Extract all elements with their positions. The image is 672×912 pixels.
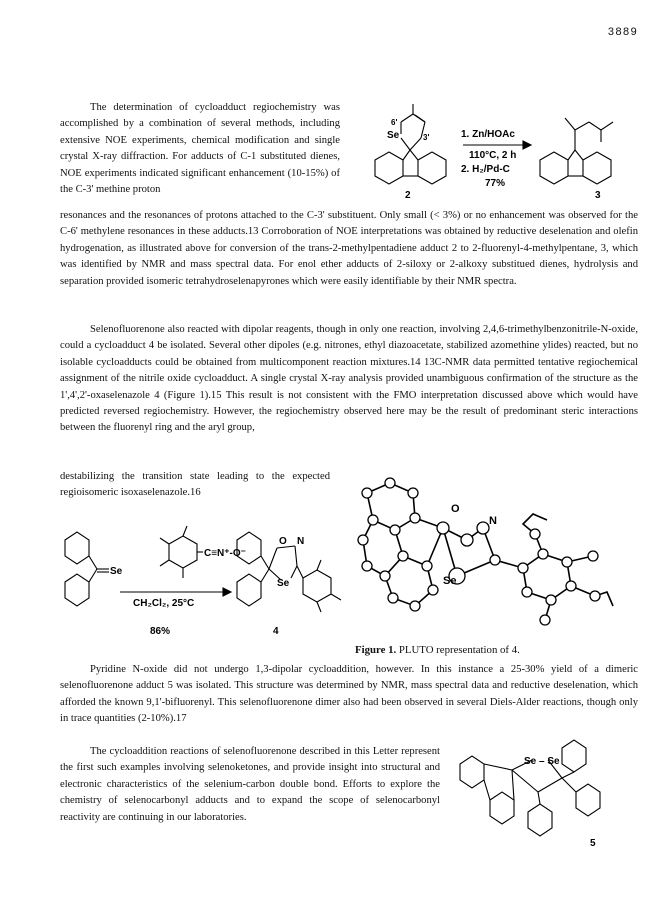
figure1-caption-text: PLUTO representation of 4. <box>398 644 520 656</box>
scheme1-compound-3: 3 <box>595 190 601 200</box>
scheme2-reagent: C≡N⁺-O⁻ <box>204 548 246 559</box>
figure1-atom-se: Se <box>443 575 457 587</box>
scheme2-conditions: CH₂Cl₂, 25°C <box>133 598 195 609</box>
scheme-deselenation <box>345 100 635 200</box>
dimer-compound-5: 5 <box>590 838 596 849</box>
scheme2-ring-se: Se <box>277 578 290 589</box>
figure1-atom-n: N <box>489 515 497 527</box>
scheme1-step2: 2. H₂/Pd-C <box>461 164 510 175</box>
scheme2-compound-4: 4 <box>273 626 279 637</box>
scheme1-yield: 77% <box>485 178 506 189</box>
paragraph-dipolar-reagents: Selenofluorenone also reacted with dipolar reagents, though in only one reaction, involving 2,4,6-trimethylbenzonitrile-N-oxide, could a cycloadduct 4 be isolated. Several other dipoles (e.g. nitrones, ethyl diazoacetate, stabilized azomethine ylides) reacted, but no isolable cycloadducts could be obtained from multicomponent reaction mixtures.14 13C-NMR data permitted tentative regiochemical assignment of the nitrile oxide cycloadduct. A single crystal X-ray analysis provided unambiguous confirmation of the structure as the 1',4',2'-oxaselenazole 4 (Figure 1).15 This result is not consistent with the FMO interpretation discussed above which would have predicted reversed regiochemistry. However, the regiochemistry observed here may be the result of predominant steric interactions between the fluorenyl ring and the aryl group, <box>60 324 638 434</box>
scheme1-step1: 1. Zn/HOAc <box>461 129 515 140</box>
figure1-caption <box>355 644 655 656</box>
paragraph-regiochemistry-continued: resonances and the resonances of protons attached to the C-3' substituent. Only small (< 3%) or no enhancement was observed for the C-6' methylene resonances in these adducts.13 Corroboration of NOE interpretations was obtained by reductive deselenation and olefin hydrogenation, as illustrated above for conversion of the trans-2-methylpentadiene adduct 2 to 2-fluorenyl-4-methylpentane, 3, which was identified by NMR and mass spectral data. For enol ether adducts of 2-siloxy or 2-alkoxy substitued dienes, hydrolysis and separation provided isomeric tetrahydroselenapyrones which were easily identifiable by their NMR spectra. <box>60 210 638 287</box>
scheme2-ring-o: O <box>279 536 287 547</box>
scheme2-yield: 86% <box>150 626 171 637</box>
paragraph-isoxaselenazole: destabilizing the transition state leading to the expected regioisomeric isoxaselenazole.16 <box>60 471 330 499</box>
scheme1-label-6prime: 6' <box>391 118 398 127</box>
dimer-se-se-label: Se – Se <box>524 756 560 767</box>
figure1-pluto-structure <box>345 468 645 628</box>
paragraph-regiochemistry: The determination of cycloadduct regiochemistry was accomplished by a combination of several methods, including extensive NOE experiments, chemical modification and single crystal X-ray diffraction. For adducts of C-1 substituted dienes, NOE experiments indicated significant enhancement (10-15%) of the C-3' methine proton <box>60 102 340 196</box>
scheme1-label-se: Se <box>387 130 400 141</box>
figure1-caption-label: Figure 1. <box>355 644 397 656</box>
scheme1-label-3prime: 3' <box>423 133 430 142</box>
scheme1-compound-2: 2 <box>405 190 411 200</box>
figure1-atom-o: O <box>451 503 460 515</box>
structure-dimer-5 <box>450 730 625 850</box>
paragraph-pyridine-n-oxide: Pyridine N-oxide did not undergo 1,3-dipolar cycloaddition, however. In this instance a 25-30% yield of a dimeric selenofluorenone adduct 5 was isolated. This structure was determined by NMR, mass spectral data and reductive deselenation, which afforded the known 9,1'-bifluorenyl. This selenofluorenone dimer also had been observed in several Diels-Alder reactions, though only in trace quantities (2-10%).17 <box>60 664 638 725</box>
paragraph-conclusion: The cycloaddition reactions of selenofluorenone described in this Letter represent the first such examples involving selenoketones, and provide insight into structural and electronic characteristics of the selenium-carbon double bond. Efforts to explore the chemistry of selenocarbonyl adducts and to expand the scope of selenocarbonyl reactivity are continuing in our laboratories. <box>60 746 440 823</box>
scheme2-se-label: Se <box>110 566 123 577</box>
scheme2-ring-n: N <box>297 536 305 547</box>
scheme-nitrile-oxide <box>55 520 355 640</box>
scheme1-step1-cond: 110°C, 2 h <box>469 150 517 161</box>
page-number: 3889 <box>607 27 638 39</box>
